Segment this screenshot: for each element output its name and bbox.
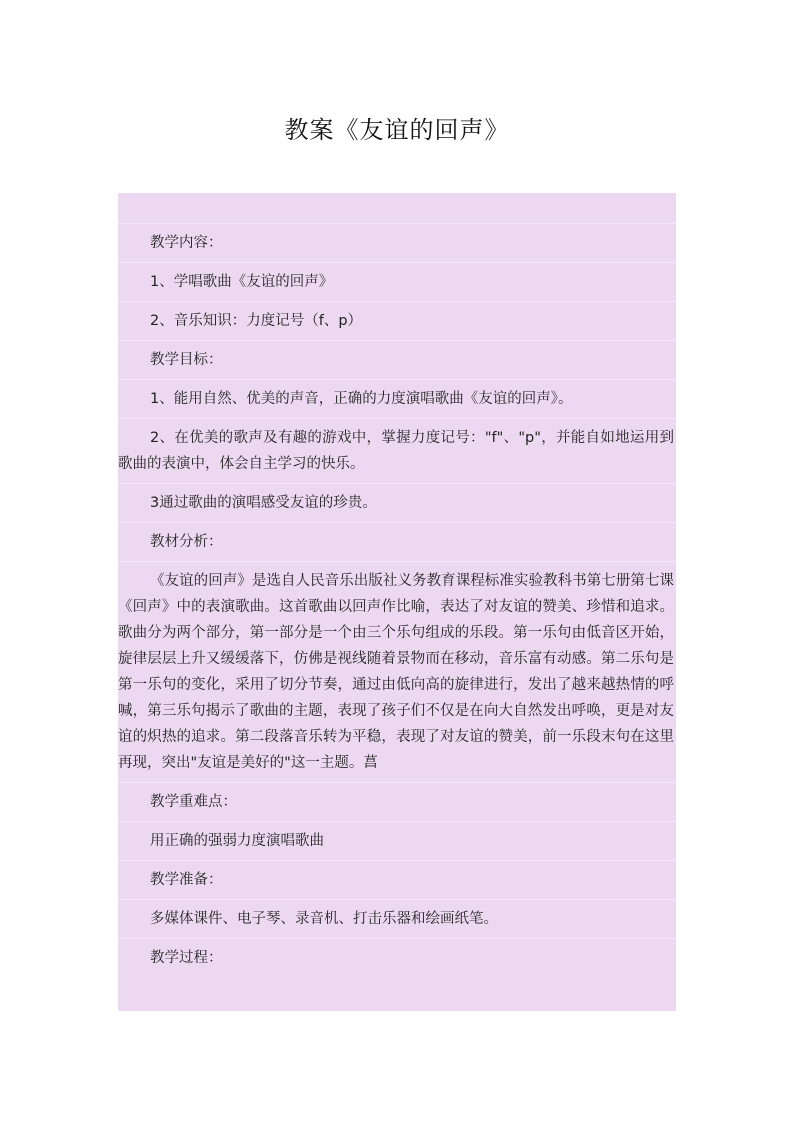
heading-teaching-content: 教学内容： xyxy=(118,224,676,263)
top-spacer xyxy=(118,193,676,224)
material-analysis-text: 《友谊的回声》是选自人民音乐出版社义务教育课程标准实验教科书第七册第七课《回声》中的表演歌曲。这首歌曲以回声作比喻，表达了对友谊的赞美、珍惜和追求。歌曲分为两个部分，第一部分是一个由三个乐句组成的乐段。第一乐句由低音区开始，旋律层层上升又缓缓落下，仿佛是视线随着景物而在移动，音乐富有动感。第二乐句是第一乐句的变化，采用了切分节奏，通过由低向高的旋律进行，发出了越来越热情的呼喊，第三乐句揭示了歌曲的主题，表现了孩子们不仅是在向大自然发出呼唤，更是对友谊的炽热的追求。第二段落音乐转为平稳，表现了对友谊的赞美，前一乐段末句在这里再现，突出"友谊是美好的"这一主题。菖 xyxy=(118,562,676,783)
page-title: 教案《友谊的回声》 xyxy=(284,116,510,144)
key-difficulty-text: 用正确的强弱力度演唱歌曲 xyxy=(118,822,676,861)
heading-key-difficulties: 教学重难点： xyxy=(118,783,676,822)
content-item-2: 2、音乐知识：力度记号（f、p） xyxy=(118,302,676,341)
goal-item-2: 2、在优美的歌声及有趣的游戏中，掌握力度记号："f"、"p"，并能自如地运用到歌曲的表演中，体会自主学习的快乐。 xyxy=(118,419,676,484)
content-item-1: 1、学唱歌曲《友谊的回声》 xyxy=(118,263,676,302)
heading-teaching-process: 教学过程： xyxy=(150,950,223,966)
heading-teaching-goals: 教学目标： xyxy=(118,341,676,380)
lesson-plan-body xyxy=(118,193,676,1011)
goal-item-1: 1、能用自然、优美的声音，正确的力度演唱歌曲《友谊的回声》。 xyxy=(118,380,676,419)
goal-item-3: 3通过歌曲的演唱感受友谊的珍贵。 xyxy=(118,484,676,523)
heading-material-analysis: 教材分析： xyxy=(118,523,676,562)
preparation-text: 多媒体课件、电子琴、录音机、打击乐器和绘画纸笔。 xyxy=(118,900,676,939)
heading-preparation: 教学准备： xyxy=(118,861,676,900)
